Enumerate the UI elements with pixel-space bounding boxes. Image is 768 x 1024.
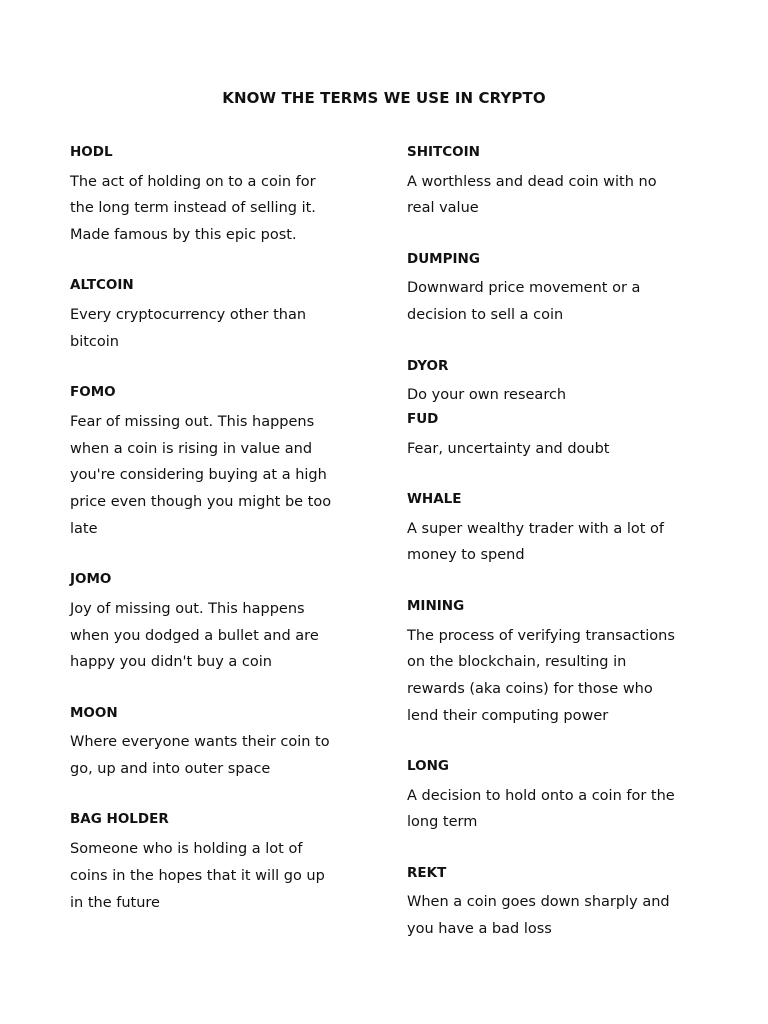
term-name: DUMPING (407, 250, 480, 267)
term-entry-shitcoin (407, 142, 707, 222)
term-definition: Downward price movement or a decision to sell a coin (407, 280, 641, 324)
term-definition: Joy of missing out. This happens when you dodged a bullet and are happy you didn't buy a coin (70, 600, 319, 671)
term-name: MINING (407, 597, 465, 614)
term-name: WHALE (407, 491, 462, 508)
term-definition: Every cryptocurrency other than bitcoin (70, 307, 307, 350)
term-definition: A worthless and dead coin with no real value (407, 173, 657, 217)
term-name: HODL (70, 144, 113, 160)
term-entry-mining (407, 596, 707, 730)
page-title: KNOW THE TERMS WE USE IN CRYPTO (222, 89, 546, 107)
term-entry-fud (407, 409, 707, 462)
term-name: ALTCOIN (70, 277, 134, 294)
term-name: FUD (407, 410, 439, 427)
term-definition: Someone who is holding a lot of coins in the hopes that it will go up in the future (70, 841, 325, 911)
term-entry-dumping (407, 249, 707, 329)
term-entry-fomo (70, 382, 370, 542)
term-definition: Do your own research (407, 387, 567, 404)
term-name: JOMO (70, 571, 112, 588)
left-term-column (70, 142, 370, 943)
term-definition: A super wealthy trader with a lot of money to spend (407, 520, 664, 564)
term-entry-hodl (70, 142, 370, 249)
term-definition: Fear, uncertainty and doubt (407, 440, 610, 457)
term-entry-whale (407, 489, 707, 569)
term-entry-moon (70, 703, 370, 783)
term-entry-long (407, 756, 707, 836)
term-name: DYOR (407, 357, 449, 374)
term-definition: When a coin goes down sharply and you have a bad loss (407, 894, 670, 938)
term-name: MOON (70, 704, 118, 721)
term-definition: Fear of missing out. This happens when a coin is rising in value and you're considering buying at a high price even though you might be too late (70, 413, 332, 537)
term-entry-rekt (407, 863, 707, 943)
term-name: SHITCOIN (407, 144, 480, 160)
right-term-column (407, 142, 707, 970)
term-entry-altcoin (70, 275, 370, 355)
term-name: BAG HOLDER (70, 811, 169, 828)
term-definition: The act of holding on to a coin for the long term instead of selling it. Made famous by this epic post. (70, 173, 316, 244)
term-entry-dyor (407, 356, 707, 409)
term-definition: Where everyone wants their coin to go, up and into outer space (70, 734, 330, 778)
term-name: LONG (407, 758, 449, 774)
term-name: REKT (407, 864, 447, 881)
term-name: FOMO (70, 384, 116, 401)
term-definition: A decision to hold onto a coin for the long term (407, 787, 675, 831)
term-entry-bag-holder (70, 809, 370, 916)
term-entry-jomo (70, 569, 370, 676)
term-definition: The process of verifying transactions on the blockchain, resulting in rewards (aka coins) for those who lend their computing power (407, 627, 675, 724)
